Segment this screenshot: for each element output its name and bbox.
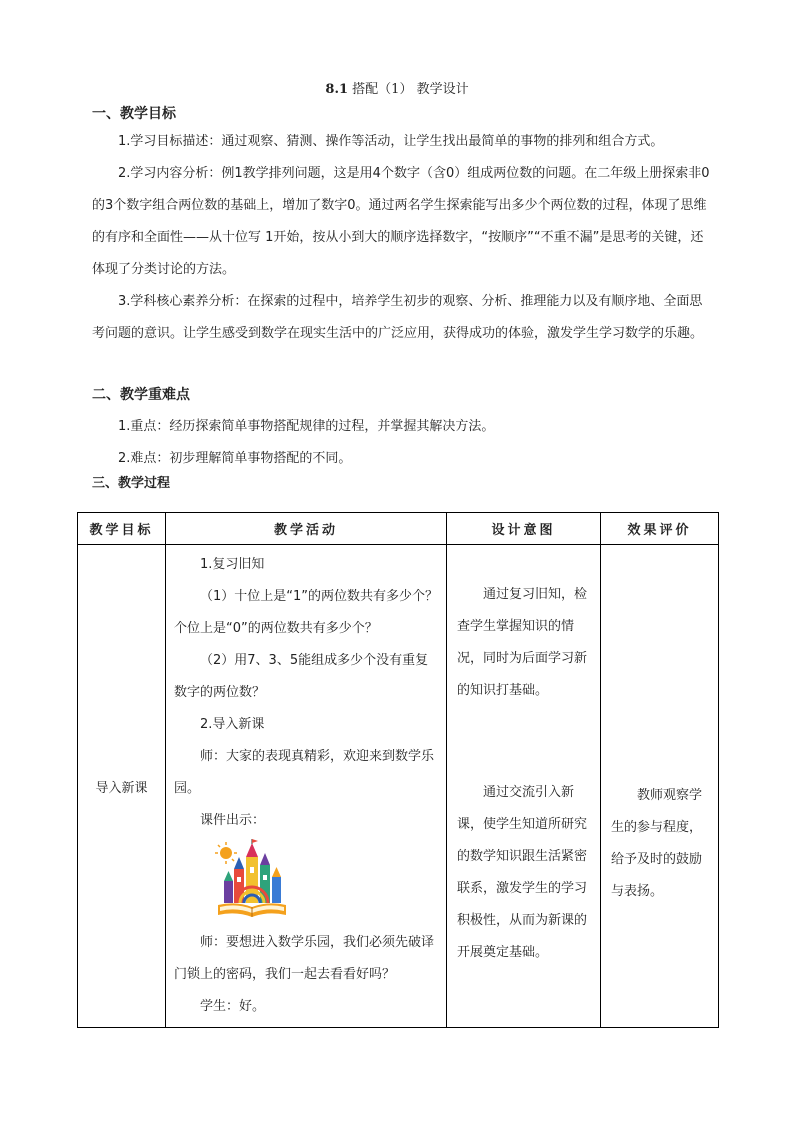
section-heading-key-points: 二、教学重难点 — [92, 387, 190, 403]
header-design: 设计意图 — [447, 513, 601, 545]
goal-paragraph-3-text: 3.学科核心素养分析：在探索的过程中，培养学生初步的观察、分析、推理能力以及有顺序地、全面思考问题的意识。让学生感受到数学在现实生活中的广泛应用，获得成功的体验，激发学生学习数学的乐趣。 — [92, 294, 704, 341]
activity-line-3: （2）用7、3、5能组成多少个没有重复数字的两位数？ — [174, 653, 429, 700]
activity-line-1: 1.复习旧知 — [200, 557, 265, 572]
goal-paragraph-1 — [92, 126, 710, 158]
document-title — [0, 78, 794, 97]
goal-paragraph-1-text: 1.学习目标描述：通过观察、猜测、操作等活动，让学生找出最简单的事物的排列和组合方式。 — [118, 134, 664, 149]
activity-cell — [166, 545, 447, 1028]
activity-line-8: 学生：好。 — [200, 999, 266, 1014]
teaching-process-table — [77, 512, 719, 1028]
goal-cell: 导入新课 — [78, 545, 166, 1028]
evaluation-cell — [601, 545, 719, 1028]
design-text-1: 通过复习旧知，检查学生掌握知识的情况，同时为后面学习新的知识打基础。 — [457, 587, 588, 698]
header-activity: 教学活动 — [166, 513, 447, 545]
math-castle-illustration — [174, 837, 440, 927]
header-goal: 教学目标 — [78, 513, 166, 545]
activity-line-5: 师：大家的表现真精彩，欢迎来到数学乐园。 — [174, 749, 435, 796]
title-number: 8.1 — [325, 82, 349, 97]
section-heading-goals: 一、教学目标 — [92, 106, 176, 122]
goal-paragraph-2-text: 2.学习内容分析：例1教学排列问题，这是用4个数字（含0）组成两位数的问题。在二年级上册探索非0的3个数字组合两位数的基础上，增加了数字0。通过两名学生探索能写出多少个两位数的过程，体现了思维的有序和全面性——从十位写 1开始，按从小到大的顺序选择数字，“按顺序”“不重不漏”是思考的关键，还体现了分类讨论的方法。 — [92, 166, 710, 277]
table-row — [78, 545, 719, 1028]
activity-line-2: （1）十位上是“1”的两位数共有多少个？个位上是“0”的两位数共有多少个？ — [174, 589, 439, 636]
design-text-2: 通过交流引入新课，使学生知道所研究的数学知识跟生活紧密联系，激发学生的学习积极性，从而为新课的开展奠定基础。 — [457, 785, 588, 960]
goal-paragraph-2 — [92, 158, 710, 286]
table-header-row — [78, 513, 719, 545]
goal-paragraph-3 — [92, 286, 710, 350]
section-heading-process: 三、教学过程 — [92, 476, 171, 491]
activity-line-7: 师：要想进入数学乐园，我们必须先破译门锁上的密码，我们一起去看看好吗？ — [174, 935, 435, 982]
header-evaluation: 效果评价 — [601, 513, 719, 545]
evaluation-text: 教师观察学生的参与程度，给予及时的鼓励与表扬。 — [611, 788, 703, 899]
title-text: 搭配（1） 教学设计 — [352, 82, 469, 97]
design-cell — [447, 545, 601, 1028]
activity-line-4: 2.导入新课 — [200, 717, 265, 732]
key-point-text: 1.重点：经历探索简单事物搭配规律的过程，并掌握其解决方法。 — [118, 419, 495, 434]
activity-line-6: 课件出示： — [200, 813, 266, 828]
difficulty-text: 2.难点：初步理解简单事物搭配的不同。 — [118, 451, 352, 466]
castle-book-image — [212, 837, 292, 927]
